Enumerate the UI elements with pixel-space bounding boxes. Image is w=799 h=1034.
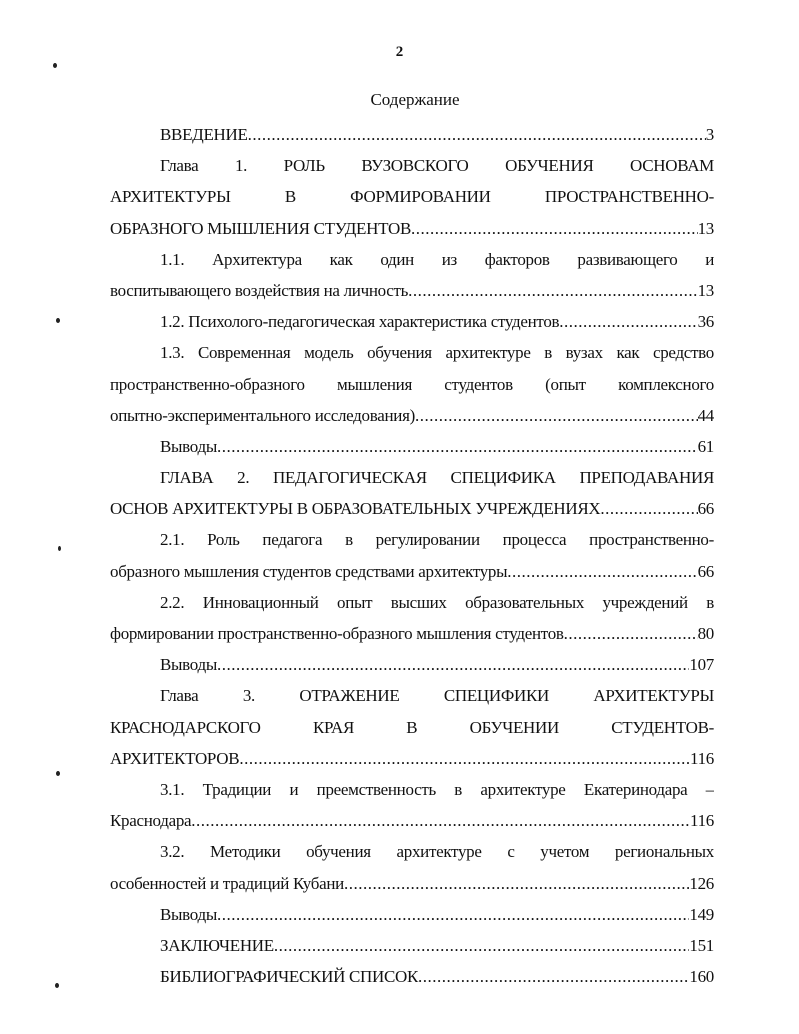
toc-entry-line: АРХИТЕКТУРЫ В ФОРМИРОВАНИИ ПРОСТРАНСТВЕННО- <box>110 187 714 207</box>
toc-entry-text: ВВЕДЕНИЕ <box>160 125 248 144</box>
toc-entry-line: пространственно-образного мышления студентов (опыт комплексного <box>110 374 714 394</box>
toc-entry-last-line <box>110 961 714 992</box>
toc-entry <box>110 524 714 586</box>
toc-entry-last-line <box>110 306 714 337</box>
toc-entry <box>110 462 714 524</box>
toc-page-number: 160 <box>689 967 714 987</box>
toc-entry-text: 1.2. Психолого-педагогическая характеристика студентов <box>160 312 560 332</box>
scan-speck <box>56 318 60 323</box>
toc-page-number: 3 <box>705 125 714 144</box>
toc-entry-text: ОСНОВ АРХИТЕКТУРЫ В ОБРАЗОВАТЕЛЬНЫХ УЧРЕЖДЕНИЯХ <box>110 499 601 519</box>
toc-entry <box>110 649 714 680</box>
leader-dots <box>564 618 698 649</box>
toc-entry-text: Выводы <box>160 436 217 456</box>
toc-entry-last-line <box>110 556 714 587</box>
leader-dots <box>239 743 690 774</box>
toc-entry-last-line <box>110 493 714 524</box>
toc-entry <box>110 244 714 306</box>
leader-dots <box>344 868 689 899</box>
toc-entry <box>110 836 714 898</box>
table-of-contents <box>110 119 714 992</box>
toc-entry-line: 3.1. Традиции и преемственность в архитектуре Екатеринодара – <box>160 779 714 799</box>
toc-entry-text: формировании пространственно-образного мышления студентов <box>110 624 564 643</box>
toc-entry-line: Глава 3. ОТРАЖЕНИЕ СПЕЦИФИКИ АРХИТЕКТУРЫ <box>160 686 714 706</box>
toc-page-number: 116 <box>690 748 714 768</box>
toc-entry-text: АРХИТЕКТОРОВ <box>110 748 240 768</box>
toc-entry <box>110 680 714 774</box>
toc-page-number: 44 <box>697 405 714 425</box>
toc-entry-line: 1.1. Архитектура как один из факторов развивающего и <box>160 249 714 269</box>
toc-entry-text: особенностей и традиций Кубани <box>110 873 344 893</box>
toc-entry <box>110 306 714 337</box>
toc-entry-last-line <box>110 930 714 961</box>
toc-page-number: 13 <box>697 218 714 238</box>
toc-entry <box>110 587 714 649</box>
toc-entry-text: Выводы <box>160 655 217 675</box>
scan-speck <box>53 63 57 68</box>
toc-entry-last-line <box>110 649 714 680</box>
scan-speck <box>58 546 61 551</box>
toc-entry-text: ЗАКЛЮЧЕНИЕ <box>160 935 274 955</box>
toc-entry-last-line <box>110 213 714 244</box>
toc-page-number: 36 <box>697 312 714 332</box>
scan-speck <box>56 771 60 776</box>
toc-entry-line: 2.2. Инновационный опыт высших образовательных учреждений в <box>160 592 714 612</box>
leader-dots <box>274 930 690 961</box>
toc-entry-line: 3.2. Методики обучения архитектуре с учетом региональных <box>160 842 714 862</box>
toc-page-number: 151 <box>689 935 714 955</box>
toc-page-number: 66 <box>697 561 714 581</box>
toc-entry-last-line <box>110 868 714 899</box>
toc-entry-text: образного мышления студентов средствами архитектуры <box>110 561 508 581</box>
leader-dots <box>217 431 698 462</box>
toc-entry-line: 1.3. Современная модель обучения архитектуре в вузах как средство <box>160 343 714 363</box>
toc-entry-last-line <box>110 899 714 930</box>
toc-entry <box>110 961 714 992</box>
toc-page-number: 149 <box>689 904 714 924</box>
toc-entry <box>110 431 714 462</box>
leader-dots <box>191 805 690 836</box>
leader-dots <box>217 899 689 930</box>
toc-entry <box>110 774 714 836</box>
toc-entry <box>110 119 714 150</box>
toc-page-number: 61 <box>697 436 714 456</box>
toc-page-number: 66 <box>697 499 714 519</box>
toc-entry-last-line <box>110 431 714 462</box>
leader-dots <box>248 119 706 150</box>
toc-entry-last-line <box>110 805 714 836</box>
toc-entry <box>110 930 714 961</box>
toc-entry-last-line <box>110 275 714 306</box>
leader-dots <box>415 400 698 431</box>
leader-dots <box>408 275 698 306</box>
toc-entry-text: Краснодара <box>110 811 192 831</box>
toc-entry-text: БИБЛИОГРАФИЧЕСКИЙ СПИСОК <box>160 967 419 987</box>
toc-page-number: 126 <box>689 873 714 893</box>
leader-dots <box>217 649 689 680</box>
toc-entry-last-line <box>110 119 714 150</box>
toc-entry-text: опытно-экспериментального исследования) <box>110 405 415 425</box>
leader-dots <box>411 213 698 244</box>
page-number: 2 <box>395 44 404 60</box>
toc-entry-line: Глава 1. РОЛЬ ВУЗОВСКОГО ОБУЧЕНИЯ ОСНОВАМ <box>160 156 714 176</box>
toc-page-number: 116 <box>690 811 714 831</box>
toc-entry <box>110 150 714 244</box>
toc-entry-line: КРАСНОДАРСКОГО КРАЯ В ОБУЧЕНИИ СТУДЕНТОВ- <box>110 717 714 737</box>
toc-entry-line: 2.1. Роль педагога в регулировании процесса пространственно- <box>160 530 714 550</box>
toc-entry <box>110 337 714 431</box>
toc-entry-text: Выводы <box>160 904 217 924</box>
toc-entry <box>110 899 714 930</box>
toc-entry-last-line <box>110 618 714 649</box>
leader-dots <box>418 961 689 992</box>
leader-dots <box>507 556 697 587</box>
leader-dots <box>600 493 697 524</box>
toc-entry-last-line <box>110 400 714 431</box>
scan-speck <box>55 983 59 988</box>
page-title: Содержание <box>370 90 460 109</box>
toc-entry-text: ОБРАЗНОГО МЫШЛЕНИЯ СТУДЕНТОВ <box>110 218 411 238</box>
toc-entry-text: воспитывающего воздействия на личность <box>110 280 409 300</box>
toc-page-number: 80 <box>697 624 714 643</box>
toc-page-number: 13 <box>697 280 714 300</box>
toc-entry-last-line <box>110 743 714 774</box>
toc-page-number: 107 <box>689 655 714 675</box>
toc-entry-line: ГЛАВА 2. ПЕДАГОГИЧЕСКАЯ СПЕЦИФИКА ПРЕПОДАВАНИЯ <box>160 468 714 488</box>
leader-dots <box>559 306 697 337</box>
